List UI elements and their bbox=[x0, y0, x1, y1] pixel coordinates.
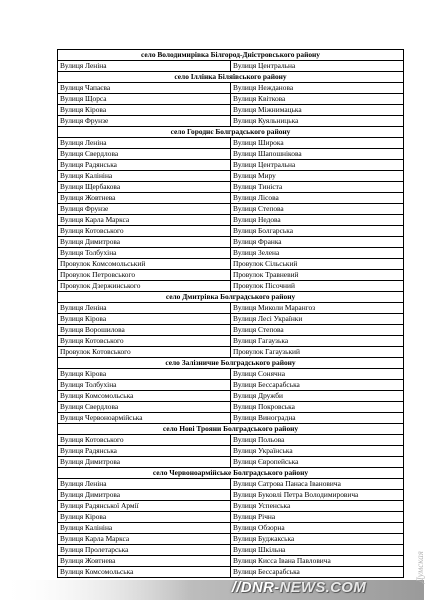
new-street-name: Вулиця Бессарабська bbox=[231, 380, 404, 391]
new-street-name: Вулиця Нежданова bbox=[231, 83, 404, 94]
new-street-name: Вулиця Успенська bbox=[231, 501, 404, 512]
table-row bbox=[58, 281, 404, 292]
section-title: село Іллінка Біляївського району bbox=[58, 72, 404, 83]
section-header-row bbox=[58, 72, 404, 83]
table-row bbox=[58, 116, 404, 127]
street-table bbox=[57, 49, 404, 578]
new-street-name: Провулок Травневий bbox=[231, 270, 404, 281]
old-street-name: Вулиця Радянська bbox=[58, 446, 231, 457]
old-street-name: Вулиця Леніна bbox=[58, 479, 231, 490]
new-street-name: Вулиця Польова bbox=[231, 435, 404, 446]
old-street-name: Вулиця Щорса bbox=[58, 94, 231, 105]
section-title: село Червоноармійське Болградського району bbox=[58, 468, 404, 479]
table-row bbox=[58, 479, 404, 490]
table-row bbox=[58, 512, 404, 523]
new-street-name: Вулиця Буджакська bbox=[231, 534, 404, 545]
old-street-name: Вулиця Димитрова bbox=[58, 490, 231, 501]
old-street-name: Вулиця Свердлова bbox=[58, 149, 231, 160]
new-street-name: Вулиця Лесі Українки bbox=[231, 314, 404, 325]
new-street-name: Вулиця Шкільна bbox=[231, 545, 404, 556]
table-row bbox=[58, 226, 404, 237]
new-street-name: Вулиця Центральна bbox=[231, 160, 404, 171]
new-street-name: Вулиця Гагаузька bbox=[231, 336, 404, 347]
section-title: село Нові Трояни Болградського району bbox=[58, 424, 404, 435]
table-row bbox=[58, 149, 404, 160]
old-street-name: Вулиця Толбухіна bbox=[58, 248, 231, 259]
street-table-body bbox=[58, 50, 404, 578]
table-row bbox=[58, 270, 404, 281]
new-street-name: Вулиця Куяльницька bbox=[231, 116, 404, 127]
table-row bbox=[58, 259, 404, 270]
old-street-name: Вулиця Фрунзе bbox=[58, 204, 231, 215]
new-street-name: Вулиця Недова bbox=[231, 215, 404, 226]
new-street-name: Вулиця Тиніста bbox=[231, 182, 404, 193]
old-street-name: Вулиця Леніна bbox=[58, 303, 231, 314]
table-row bbox=[58, 336, 404, 347]
table-row bbox=[58, 303, 404, 314]
new-street-name: Вулиця Сатрова Панаса Івановича bbox=[231, 479, 404, 490]
section-title: село Володимирівка Білгород-Дністровського району bbox=[58, 50, 404, 61]
table-row bbox=[58, 556, 404, 567]
new-street-name: Вулиця Дружби bbox=[231, 391, 404, 402]
table-row bbox=[58, 457, 404, 468]
street-renaming-document bbox=[57, 49, 403, 578]
old-street-name: Вулиця Чапаєва bbox=[58, 83, 231, 94]
table-row bbox=[58, 314, 404, 325]
old-street-name: Провулок Котовського bbox=[58, 347, 231, 358]
new-street-name: Вулиця Міжнимацька bbox=[231, 105, 404, 116]
new-street-name: Вулиця Миколи Марангоз bbox=[231, 303, 404, 314]
table-row bbox=[58, 160, 404, 171]
old-street-name: Вулиця Котовського bbox=[58, 226, 231, 237]
new-street-name: Вулиця Річна bbox=[231, 512, 404, 523]
new-street-name: Вулиця Степова bbox=[231, 204, 404, 215]
old-street-name: Вулиця Котовського bbox=[58, 435, 231, 446]
new-street-name: Вулиця Степова bbox=[231, 325, 404, 336]
old-street-name: Вулиця Кірова bbox=[58, 369, 231, 380]
section-title: село Городнє Болградського району bbox=[58, 127, 404, 138]
new-street-name: Провулок Сільський bbox=[231, 259, 404, 270]
table-row bbox=[58, 61, 404, 72]
table-row bbox=[58, 193, 404, 204]
new-street-name: Вулиця Зелена bbox=[231, 248, 404, 259]
old-street-name: Вулиця Калініна bbox=[58, 171, 231, 182]
old-street-name: Вулиця Кірова bbox=[58, 105, 231, 116]
table-row bbox=[58, 182, 404, 193]
new-street-name: Вулиця Бессарабська bbox=[231, 567, 404, 578]
section-title: село Дмитрівка Болградського району bbox=[58, 292, 404, 303]
old-street-name: Вулиця Димитрова bbox=[58, 237, 231, 248]
old-street-name: Вулиця Кірова bbox=[58, 314, 231, 325]
table-row bbox=[58, 83, 404, 94]
old-street-name: Вулиця Котовського bbox=[58, 336, 231, 347]
table-row bbox=[58, 248, 404, 259]
new-street-name: Вулиця Обзорна bbox=[231, 523, 404, 534]
table-row bbox=[58, 204, 404, 215]
old-street-name: Вулиця Свердлова bbox=[58, 402, 231, 413]
site-logo: //DNR-NEWS.COM bbox=[231, 579, 366, 596]
section-header-row bbox=[58, 127, 404, 138]
old-street-name: Вулиця Радянська bbox=[58, 160, 231, 171]
new-street-name: Вулиця Центральна bbox=[231, 61, 404, 72]
new-street-name: Вулиця Шапошнікова bbox=[231, 149, 404, 160]
old-street-name: Вулиця Леніна bbox=[58, 61, 231, 72]
table-row bbox=[58, 501, 404, 512]
new-street-name: Вулиця Сонячна bbox=[231, 369, 404, 380]
new-street-name: Вулиця Широка bbox=[231, 138, 404, 149]
table-row bbox=[58, 446, 404, 457]
old-street-name: Вулиця Пролетарська bbox=[58, 545, 231, 556]
new-street-name: Вулиця Буковлі Петра Володимировича bbox=[231, 490, 404, 501]
table-row bbox=[58, 545, 404, 556]
table-row bbox=[58, 534, 404, 545]
old-street-name: Вулиця Леніна bbox=[58, 138, 231, 149]
old-street-name: Вулиця Калініна bbox=[58, 523, 231, 534]
table-row bbox=[58, 567, 404, 578]
old-street-name: Вулиця Фрунзе bbox=[58, 116, 231, 127]
new-street-name: Вулиця Українська bbox=[231, 446, 404, 457]
table-row bbox=[58, 490, 404, 501]
new-street-name: Вулиця Франка bbox=[231, 237, 404, 248]
old-street-name: Вулиця Щербакова bbox=[58, 182, 231, 193]
new-street-name: Вулиця Болгарська bbox=[231, 226, 404, 237]
old-street-name: Вулиця Карла Маркса bbox=[58, 215, 231, 226]
section-header-row bbox=[58, 424, 404, 435]
old-street-name: Вулиця Ворошилова bbox=[58, 325, 231, 336]
old-street-name: Вулиця Кірова bbox=[58, 512, 231, 523]
new-street-name: Вулиця Кисса Івана Павловича bbox=[231, 556, 404, 567]
old-street-name: Вулиця Жовтнева bbox=[58, 556, 231, 567]
table-row bbox=[58, 138, 404, 149]
table-row bbox=[58, 391, 404, 402]
table-row bbox=[58, 369, 404, 380]
old-street-name: Провулок Комсомольський bbox=[58, 259, 231, 270]
table-row bbox=[58, 171, 404, 182]
old-street-name: Вулиця Димитрова bbox=[58, 457, 231, 468]
old-street-name: Вулиця Карла Маркса bbox=[58, 534, 231, 545]
old-street-name: Провулок Дзержинського bbox=[58, 281, 231, 292]
old-street-name: Вулиця Жовтнева bbox=[58, 193, 231, 204]
section-title: село Залізничне Болградського району bbox=[58, 358, 404, 369]
table-row bbox=[58, 215, 404, 226]
old-street-name: Вулиця Радянської Армії bbox=[58, 501, 231, 512]
table-row bbox=[58, 380, 404, 391]
old-street-name: Вулиця Комсомольська bbox=[58, 391, 231, 402]
new-street-name: Вулиця Квіткова bbox=[231, 94, 404, 105]
new-street-name: Вулиця Покровська bbox=[231, 402, 404, 413]
section-header-row bbox=[58, 50, 404, 61]
new-street-name: Провулок Пісочний bbox=[231, 281, 404, 292]
new-street-name: Провулок Гагаузький bbox=[231, 347, 404, 358]
old-street-name: Вулиця Червоноармійська bbox=[58, 413, 231, 424]
table-row bbox=[58, 347, 404, 358]
old-street-name: Вулиця Комсомольська bbox=[58, 567, 231, 578]
section-header-row bbox=[58, 292, 404, 303]
new-street-name: Вулиця Європейська bbox=[231, 457, 404, 468]
table-row bbox=[58, 325, 404, 336]
table-row bbox=[58, 523, 404, 534]
table-row bbox=[58, 402, 404, 413]
new-street-name: Вулиця Виноградна bbox=[231, 413, 404, 424]
old-street-name: Провулок Петровського bbox=[58, 270, 231, 281]
table-row bbox=[58, 237, 404, 248]
new-street-name: Вулиця Миру bbox=[231, 171, 404, 182]
new-street-name: Вулиця Лісова bbox=[231, 193, 404, 204]
section-header-row bbox=[58, 358, 404, 369]
section-header-row bbox=[58, 468, 404, 479]
table-row bbox=[58, 413, 404, 424]
old-street-name: Вулиця Толбухіна bbox=[58, 380, 231, 391]
table-row bbox=[58, 435, 404, 446]
table-row bbox=[58, 105, 404, 116]
table-row bbox=[58, 94, 404, 105]
stamp-watermark: Думская bbox=[415, 551, 425, 583]
